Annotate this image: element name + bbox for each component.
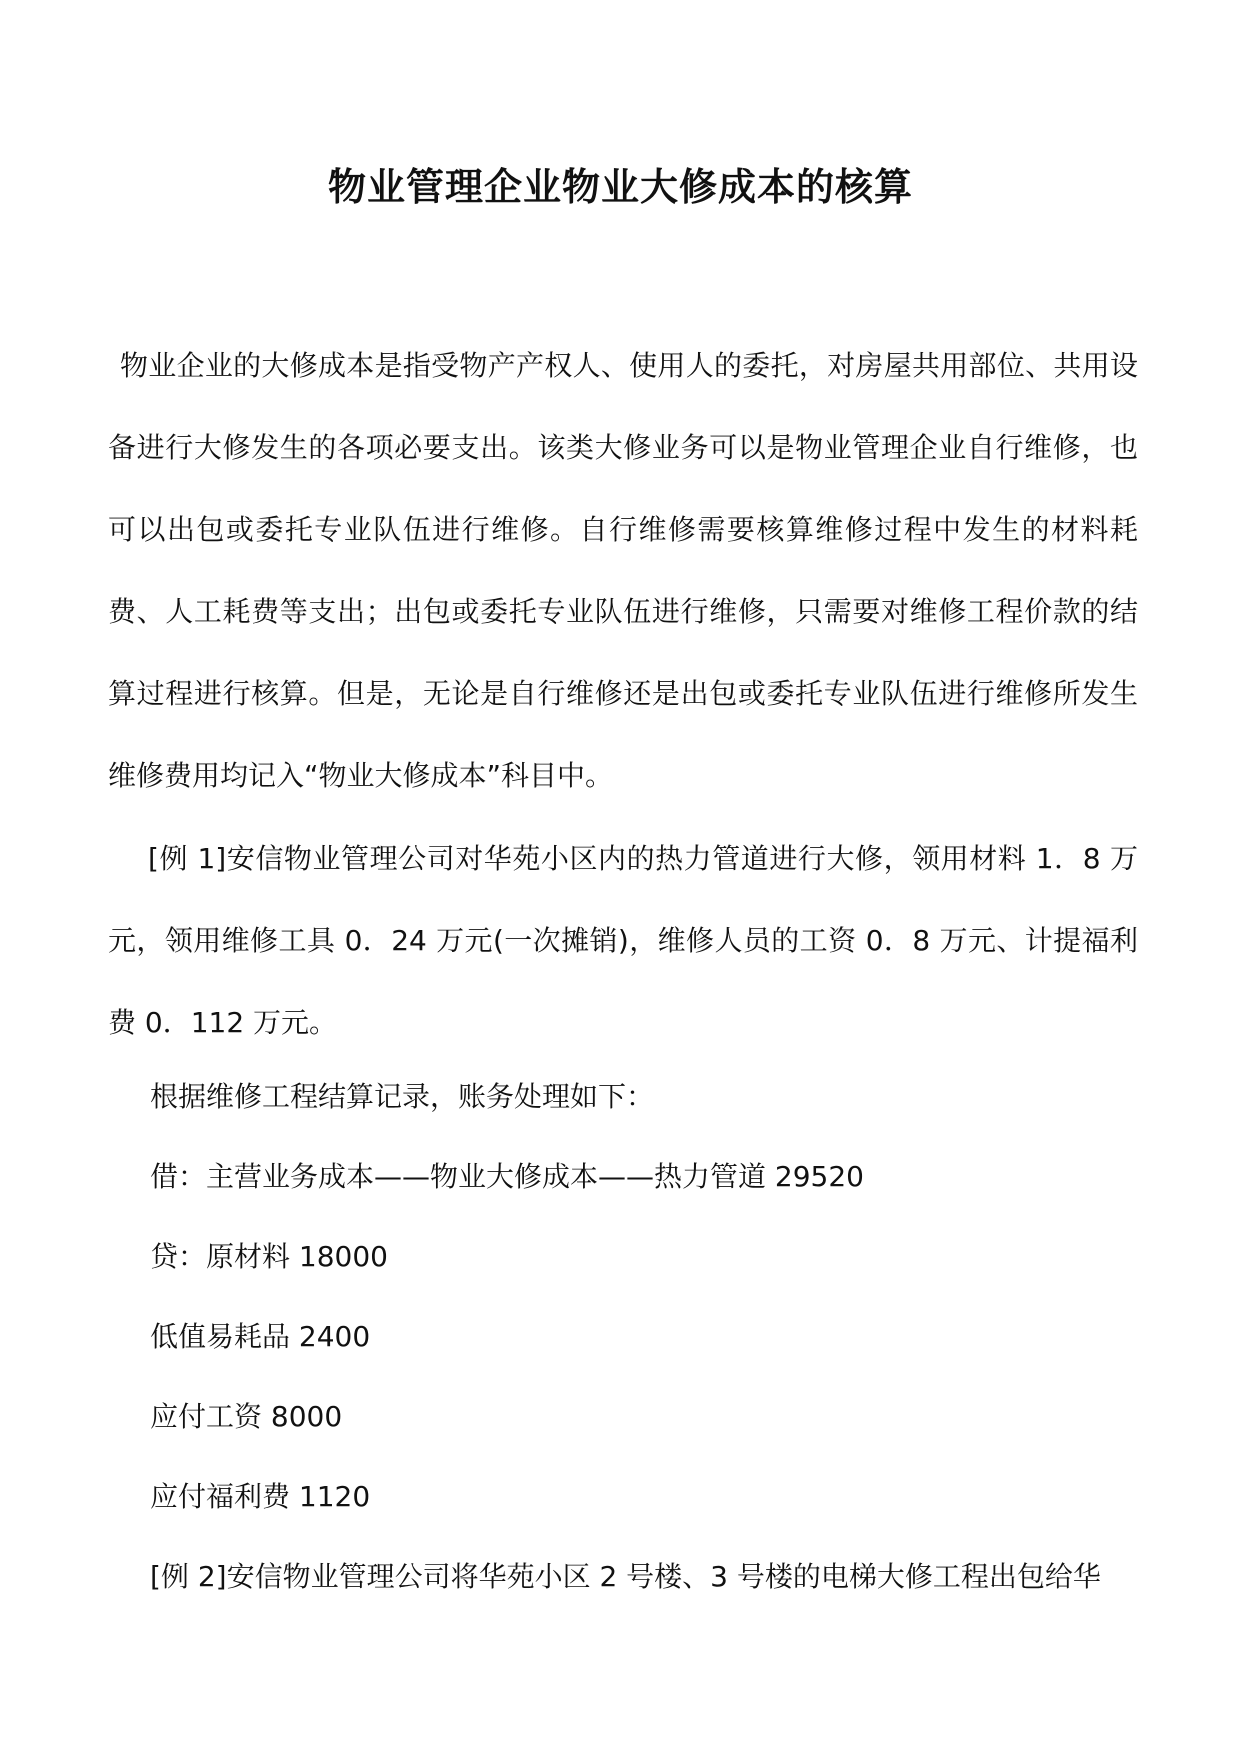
paragraph-definition: 物业企业的大修成本是指受物产产权人、使用人的委托，对房屋共用部位、共用设备进行大修发生的各项必要支出。该类大修业务可以是物业管理企业自行维修，也可以出包或委托专业队伍进行维修。自行维修需要核算维修过程中发生的材料耗费、人工耗费等支出；出包或委托专业队伍进行维修，只需要对维修工程价款的结算过程进行核算。但是，无论是自行维修还是出包或委托专业队伍进行维修所发生维修费用均记入“物业大修成本”科目中。 (108, 349, 1138, 792)
text-line-credit-welfare: 应付福利费 1120 (150, 1480, 371, 1513)
text-line-credit-consumables: 低值易耗品 2400 (150, 1320, 371, 1353)
text-line-debit-entry: 借：主营业务成本——物业大修成本——热力管道 29520 (150, 1160, 864, 1193)
paragraph-example-1: [例 1]安信物业管理公司对华苑小区内的热力管道进行大修，领用材料 1．8 万元，领用维修工具 0．24 万元(一次摊销)，维修人员的工资 0．8 万元、计提福利费 0．112 万元。 (108, 842, 1138, 1039)
text-line-credit-materials: 贷：原材料 18000 (150, 1240, 388, 1273)
text-line-credit-wages: 应付工资 8000 (150, 1400, 343, 1433)
text-line-example-2: [例 2]安信物业管理公司将华苑小区 2 号楼、3 号楼的电梯大修工程出包给华 (150, 1560, 1101, 1593)
page-title: 物业管理企业物业大修成本的核算 (327, 165, 913, 209)
text-line-accounting-intro: 根据维修工程结算记录，账务处理如下： (150, 1080, 655, 1113)
